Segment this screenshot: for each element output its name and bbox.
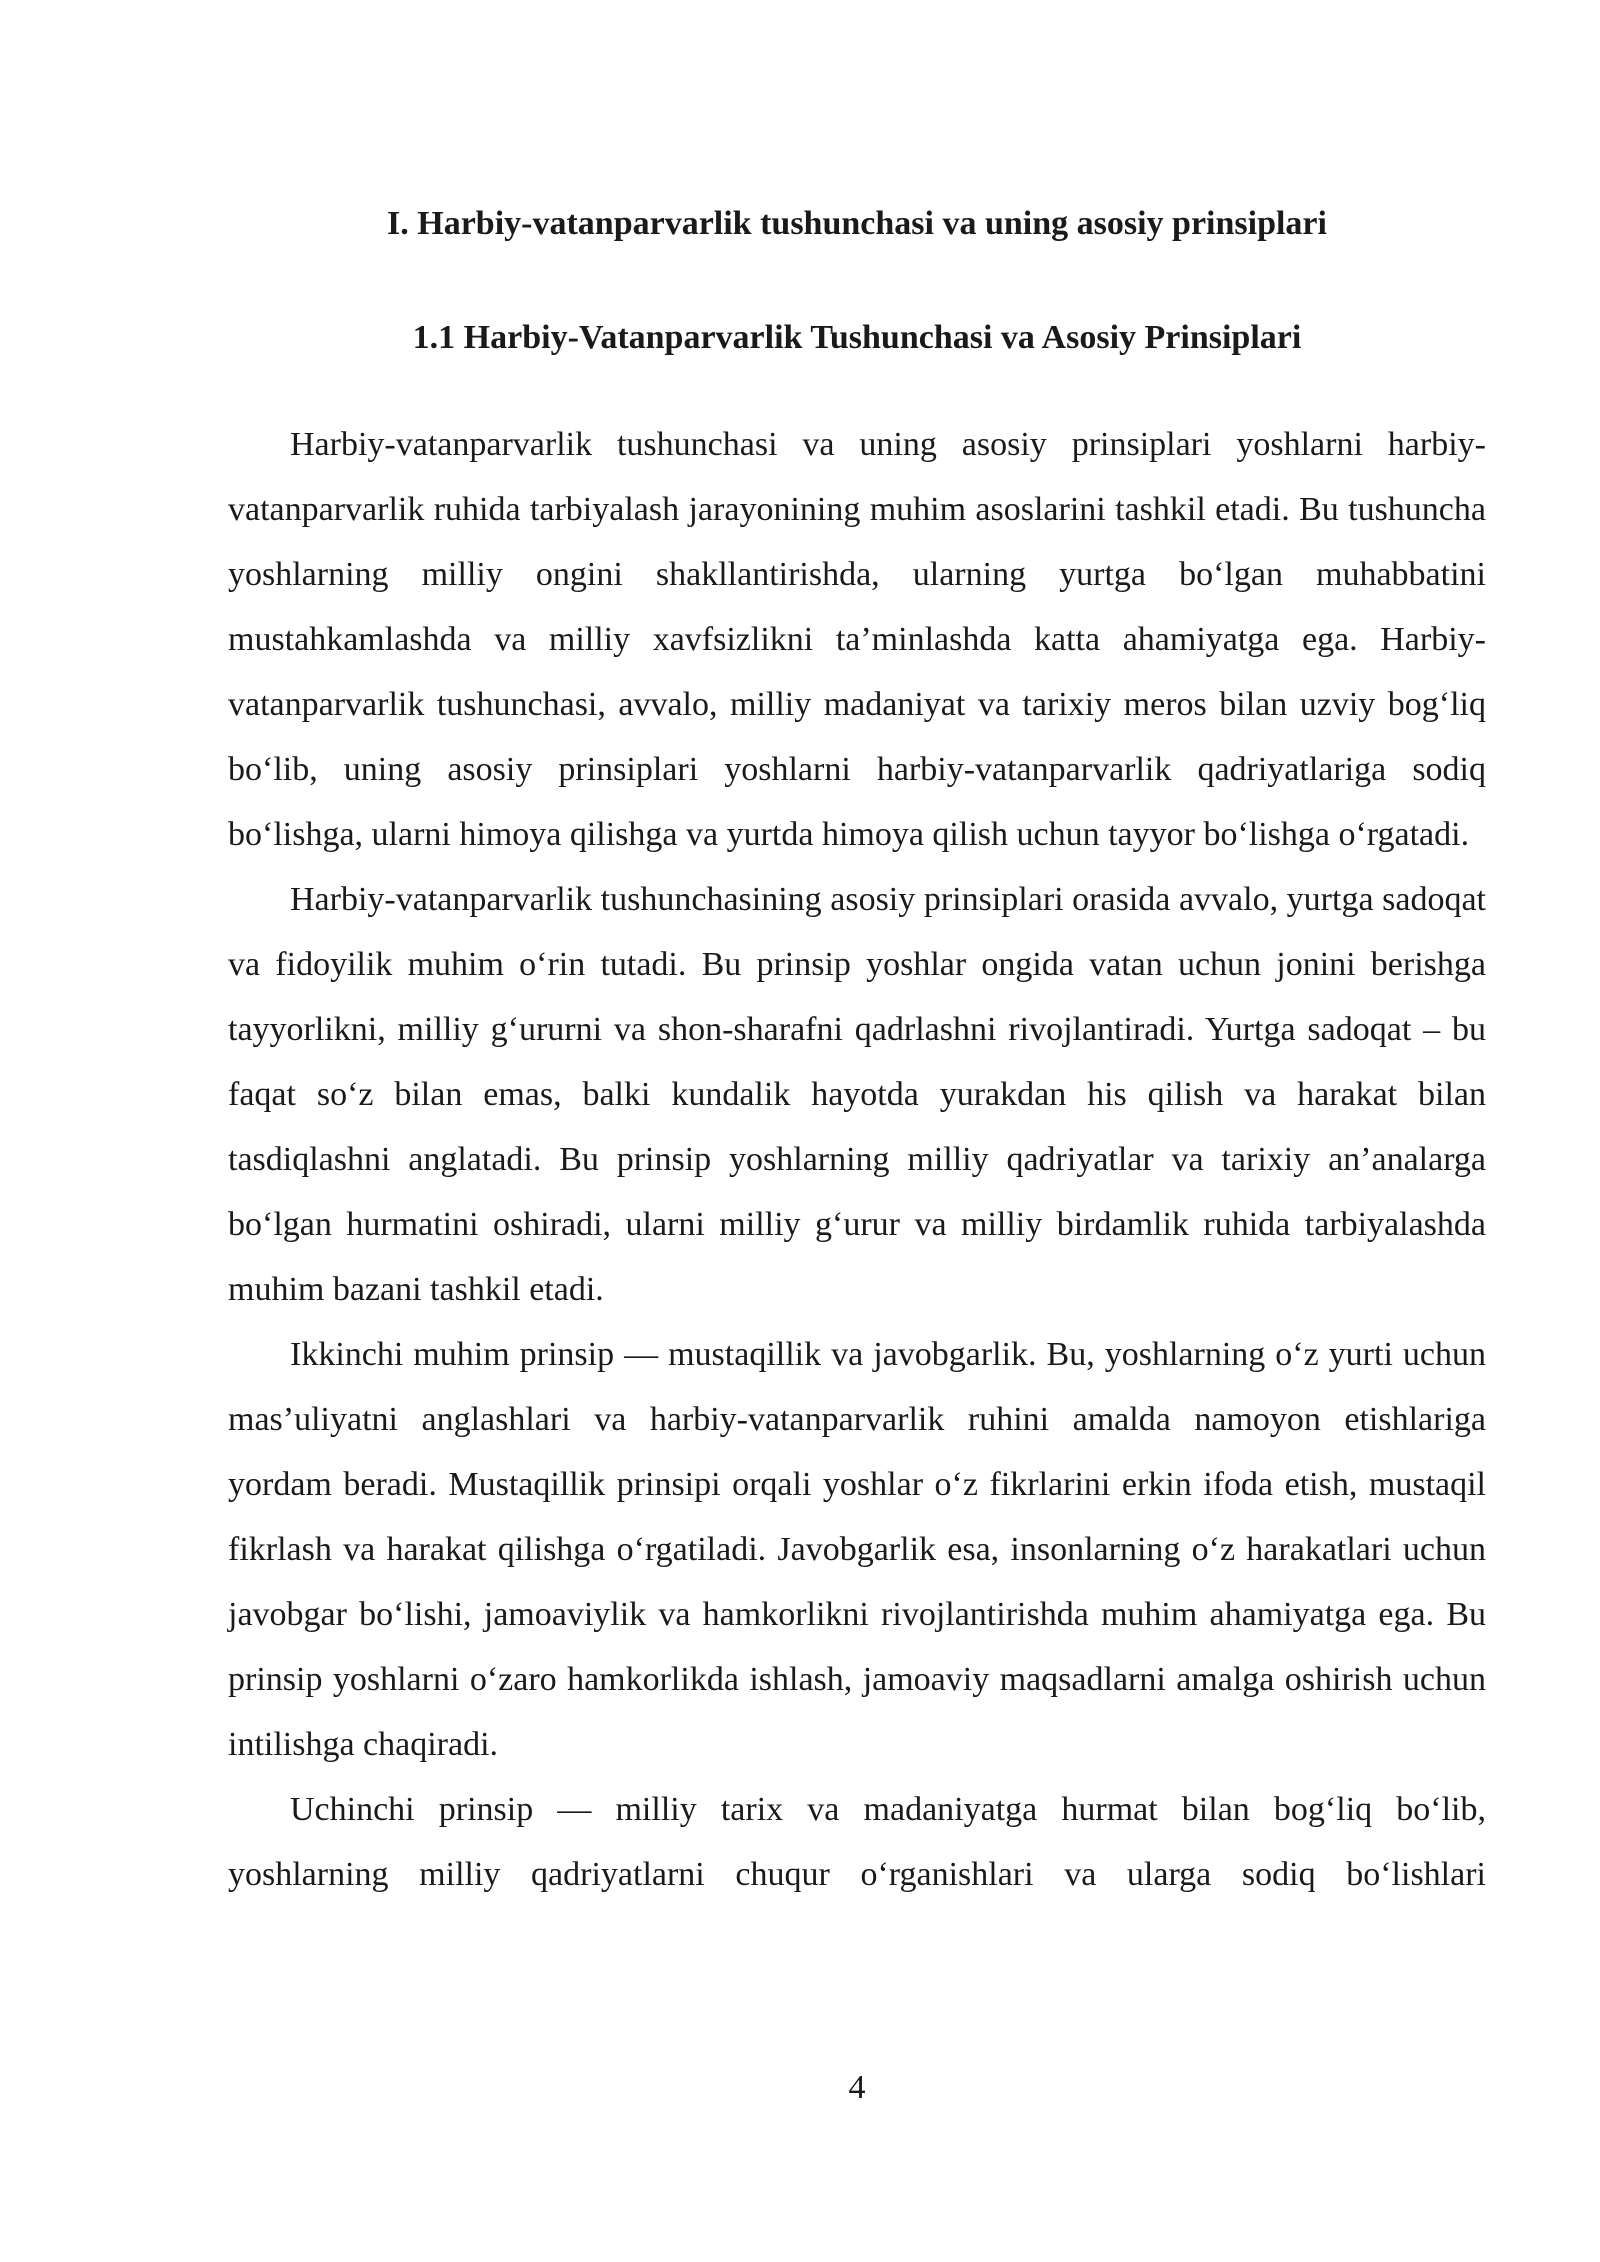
paragraph-4: Uchinchi prinsip — milliy tarix va madaniyatga hurmat bilan bog‘liq bo‘lib, yoshlarning milliy qadriyatlarni chuqur o‘rganishlari va ularga sodiq bo‘lishlari [228, 1791, 1486, 1893]
paragraph-1: Harbiy-vatanparvarlik tushunchasi va uning asosiy prinsiplari yoshlarni harbiy-vatanparvarlik ruhida tarbiyalash jarayonining muhim asoslarini tashkil etadi. Bu tushuncha yoshlarning milliy ongini shakllantirishda, ularning yurtga bo‘lgan muhabbatini mustahkamlashda va milliy xavfsizlikni ta’minlashda katta ahamiyatga ega. Harbiy-vatanparvarlik tushunchasi, avvalo, milliy madaniyat va tarixiy meros bilan uzviy bog‘liq bo‘lib, uning asosiy prinsiplari yoshlarni harbiy-vatanparvarlik qadriyatlariga sodiq bo‘lishga, ularni himoya qilishga va yurtda himoya qilish uchun tayyor bo‘lishga o‘rgatadi. [228, 426, 1486, 853]
paragraph-3: Ikkinchi muhim prinsip — mustaqillik va javobgarlik. Bu, yoshlarning o‘z yurti uchun mas’uliyatni anglashlari va harbiy-vatanparvarlik ruhini amalda namoyon etishlariga yordam beradi. Mustaqillik prinsipi orqali yoshlar o‘z fikrlarini erkin ifoda etish, mustaqil fikrlash va harakat qilishga o‘rgatiladi. Javobgarlik esa, insonlarning o‘z harakatlari uchun javobgar bo‘lishi, jamoaviylik va hamkorlikni rivojlantirishda muhim ahamiyatga ega. Bu prinsip yoshlarni o‘zaro hamkorlikda ishlash, jamoaviy maqsadlarni amalga oshirish uchun intilishga chaqiradi. [228, 1336, 1486, 1763]
chapter-heading: I. Harbiy-vatanparvarlik tushunchasi va uning asosiy prinsiplari [387, 205, 1327, 242]
paragraph-2: Harbiy-vatanparvarlik tushunchasining asosiy prinsiplari orasida avvalo, yurtga sadoqat va fidoyilik muhim o‘rin tutadi. Bu prinsip yoshlar ongida vatan uchun jonini berishga tayyorlikni, milliy g‘ururni va shon-sharafni qadrlashni rivojlantiradi. Yurtga sadoqat – bu faqat so‘z bilan emas, balki kundalik hayotda yurakdan his qilish va harakat bilan tasdiqlashni anglatadi. Bu prinsip yoshlarning milliy qadriyatlar va tarixiy an’analarga bo‘lgan hurmatini oshiradi, ularni milliy g‘urur va milliy birdamlik ruhida tarbiyalashda muhim bazani tashkil etadi. [228, 881, 1486, 1308]
section-heading: 1.1 Harbiy-Vatanparvarlik Tushunchasi va Asosiy Prinsiplari [412, 319, 1302, 356]
page-number: 4 [848, 2069, 866, 2106]
body-text [228, 412, 1486, 1907]
document-page [228, 0, 1486, 2262]
